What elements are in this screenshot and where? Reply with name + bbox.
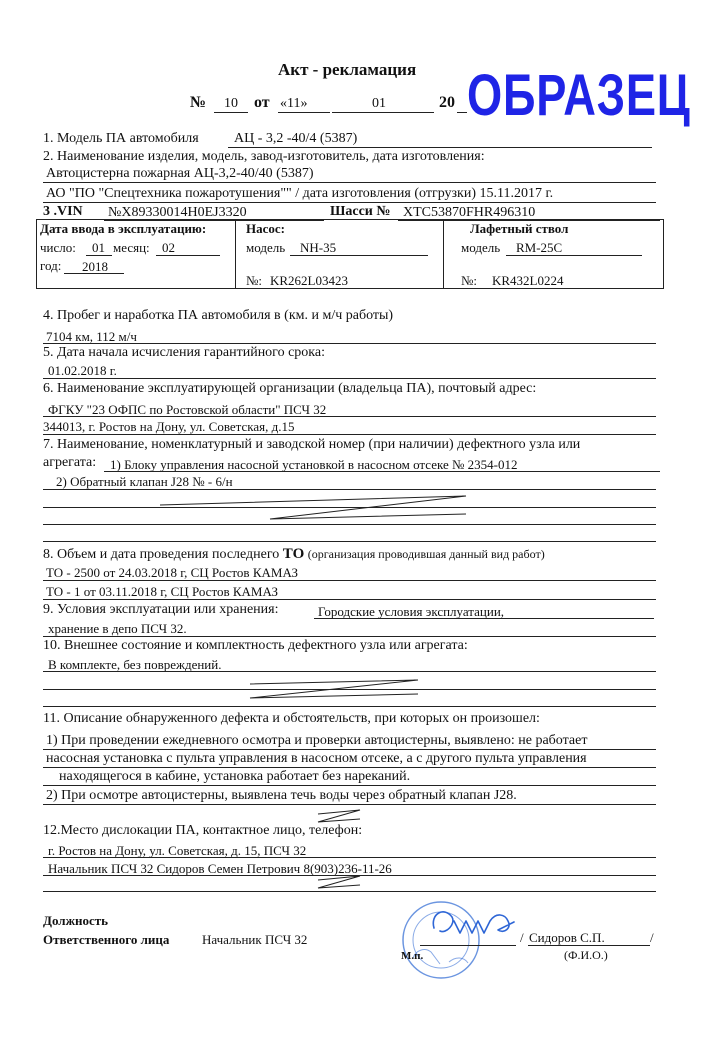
section11-value1: 1) При проведении ежедневного осмотра и проверки автоцистерны, выявлено: не работает [46,733,588,748]
section11-value2: насосная установка с пульта управления в насосном отсеке, а с другого пульта управления [46,751,587,766]
section7-value1: 1) Блоку управления насосной установкой в насосном отсеке № 2354-012 [110,457,518,472]
pump-model-label: модель [246,240,286,255]
pump-number-label: №: [246,273,263,288]
responsible-label: Ответственного лица [43,932,170,947]
vin-label: 3 .VIN [43,204,83,219]
item2-value1: Автоцистерна пожарная АЦ-3,2-40/40 (5387) [46,166,314,181]
act-day: «11» [280,96,308,111]
pump-model: NH-35 [300,240,337,255]
sample-stamp: ОБРАЗЕЦ [467,63,691,128]
commission-day: 01 [92,240,105,255]
section5-value: 01.02.2018 г. [48,363,117,378]
vin-value: №X89330014H0EJ3320 [108,205,247,220]
section5-label: 5. Дата начала исчисления гарантийного срока: [43,345,325,360]
section12-label: 12.Место дислокации ПА, контактное лицо, телефон: [43,823,363,838]
section6-value1: ФГКУ "23 ОФПС по Ростовской области" ПСЧ 32 [48,402,327,417]
seal-place-label: М.п. [401,950,424,962]
commission-year-label: год: [40,258,62,273]
section12-value2: Начальник ПСЧ 32 Сидоров Семен Петрович 8(903)236-11-26 [48,861,392,876]
monitor-number-label: №: [461,273,478,288]
section11-label: 11. Описание обнаруженного дефекта и обстоятельств, при которых он произошел: [43,711,540,726]
section11-value4: 2) При осмотре автоцистерны, выявлена течь воды через обратный клапан J28. [46,788,517,803]
from-word: от [254,94,270,111]
section6-label: 6. Наименование эксплуатирующей организации (владельца ПА), почтовый адрес: [43,381,537,396]
commission-month-label: месяц: [113,240,150,255]
section9-label: 9. Условия эксплуатации или хранения: [43,602,279,617]
section4-value: 7104 км, 112 м/ч [46,329,137,344]
section12-value1: г. Ростов на Дону, ул. Советская, д. 15, ПСЧ 32 [48,843,307,858]
slash-left: / [520,930,524,945]
item1-label: 1. Модель ПА автомобиля [43,131,199,146]
section9-value1: Городские условия эксплуатации, [318,604,505,619]
fio-hint: (Ф.И.О.) [564,948,608,962]
year-prefix: 20 [439,94,455,111]
section10-label: 10. Внешнее состояние и комплектность дефектного узла или агрегата: [43,638,468,653]
position-label: Должность [43,913,109,928]
signer-name-underline [528,945,650,946]
item2-value2: АО "ПО "Спецтехника пожаротушения"" / дата изготовления (отгрузки) 15.11.2017 г. [46,186,554,201]
slash-right: / [650,930,654,945]
number-sign: № [190,94,207,111]
section10-value: В комплекте, без повреждений. [48,657,222,672]
act-number: 10 [224,96,238,111]
section8-label-b: (организация проводившая данный вид работ) [307,547,545,561]
position-value: Начальник ПСЧ 32 [202,932,308,947]
commission-year: 2018 [82,259,108,274]
section8-label-a: 8. Объем и дата проведения последнего [43,547,280,562]
section4-label: 4. Пробег и наработка ПА автомобиля в (км. и м/ч работы) [43,308,394,323]
commission-month: 02 [162,240,175,255]
monitor-number: KR432L0224 [492,273,564,288]
item1-value: АЦ - 3,2 -40/4 (5387) [234,131,358,146]
chassis-value: XTC53870FHR496310 [403,205,536,220]
commission-day-label: число: [40,240,76,255]
pump-number: KR262L03423 [270,273,348,288]
section7-label2: агрегата: [43,455,97,470]
monitor-title: Лафетный ствол [470,221,569,236]
section8-value1: ТО - 2500 от 24.03.2018 г, СЦ Ростов КАМАЗ [46,565,299,580]
monitor-model: RM-25C [516,240,563,255]
monitor-model-label: модель [461,240,501,255]
signature-underline [420,945,516,946]
item2-label: 2. Наименование изделия, модель, завод-изготовитель, дата изготовления: [43,149,485,164]
section8-value2: ТО - 1 от 03.11.2018 г, СЦ Ростов КАМАЗ [46,584,279,599]
section8-label-to: ТО [282,546,305,562]
section6-value2: 344013, г. Ростов на Дону, ул. Советская, д.15 [43,419,295,434]
signer-name: Сидоров С.П. [529,930,605,945]
section9-value2: хранение в депо ПСЧ 32. [48,621,187,636]
section7-label1: 7. Наименование, номенклатурный и заводской номер (при наличии) дефектного узла или [43,437,581,452]
act-month: 01 [372,96,386,111]
pump-title: Насос: [246,221,285,236]
section11-value3: находящегося в кабине, установка работает без нареканий. [59,769,411,784]
commission-date-title: Дата ввода в эксплуатацию: [40,221,207,236]
chassis-label: Шасси № [330,204,391,219]
section7-value2: 2) Обратный клапан J28 № - 6/н [56,474,233,489]
document-title: Акт - рекламация [278,60,417,79]
